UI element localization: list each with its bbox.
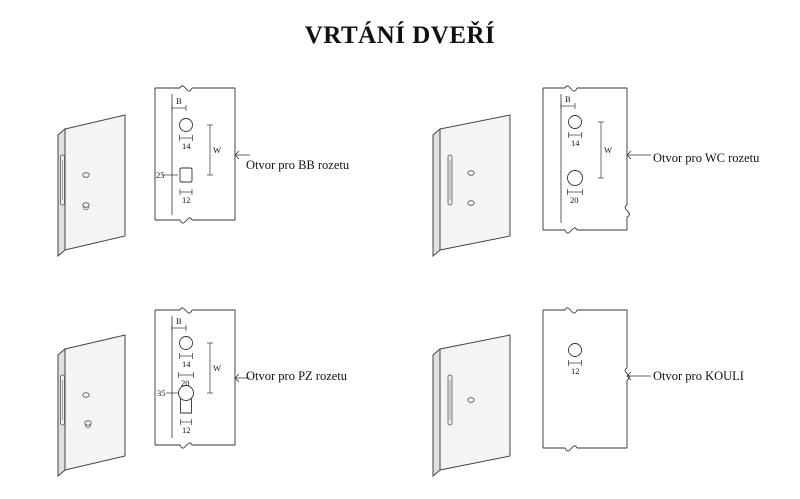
diagram-panel-bb [20, 60, 250, 260]
dim-12-pz: 12 [182, 425, 191, 435]
dim-b-bb: B [176, 96, 182, 106]
caption-kouli: Otvor pro KOULI [653, 369, 744, 383]
caption-wc: Otvor pro WC rozetu [653, 151, 760, 165]
caption-bb: Otvor pro BB rozetu [246, 158, 350, 172]
dim-14-pz: 14 [182, 359, 191, 369]
dim-b-wc: B [565, 94, 571, 104]
dim-25-bb: 25 [156, 170, 165, 180]
caption-pz: Otvor pro PZ rozetu [246, 369, 348, 383]
dim-20-wc: 20 [570, 195, 579, 205]
panel-kouli-drawing [415, 280, 655, 480]
dim-w-wc: W [604, 145, 613, 155]
diagram-panel-kouli [415, 280, 655, 480]
dim-w-pz: W [213, 363, 222, 373]
dim-35-pz: 35 [157, 388, 166, 398]
section-view-pz [155, 308, 250, 448]
dim-12-bb: 12 [182, 195, 191, 205]
page-title: VRTÁNÍ DVEŘÍ [304, 22, 496, 49]
panel-wc-drawing [415, 60, 655, 260]
door-illustration-bb [58, 115, 125, 256]
section-view-wc [543, 86, 651, 233]
dim-20-pz: 20 [181, 378, 190, 388]
panel-bb-drawing [20, 60, 250, 260]
diagram-panel-wc [415, 60, 655, 260]
diagram-panel-pz [20, 280, 250, 480]
dim-14-bb: 14 [182, 141, 191, 151]
door-illustration-kouli [433, 335, 510, 476]
section-view-kouli [543, 308, 651, 451]
door-illustration-pz [58, 335, 125, 476]
door-illustration-wc [433, 115, 510, 256]
panel-pz-drawing [20, 280, 250, 480]
dim-12-kouli: 12 [571, 366, 580, 376]
dim-14-wc: 14 [571, 138, 580, 148]
dim-b-pz: B [176, 316, 182, 326]
dim-w-bb: W [213, 145, 222, 155]
section-view-bb [155, 86, 250, 223]
